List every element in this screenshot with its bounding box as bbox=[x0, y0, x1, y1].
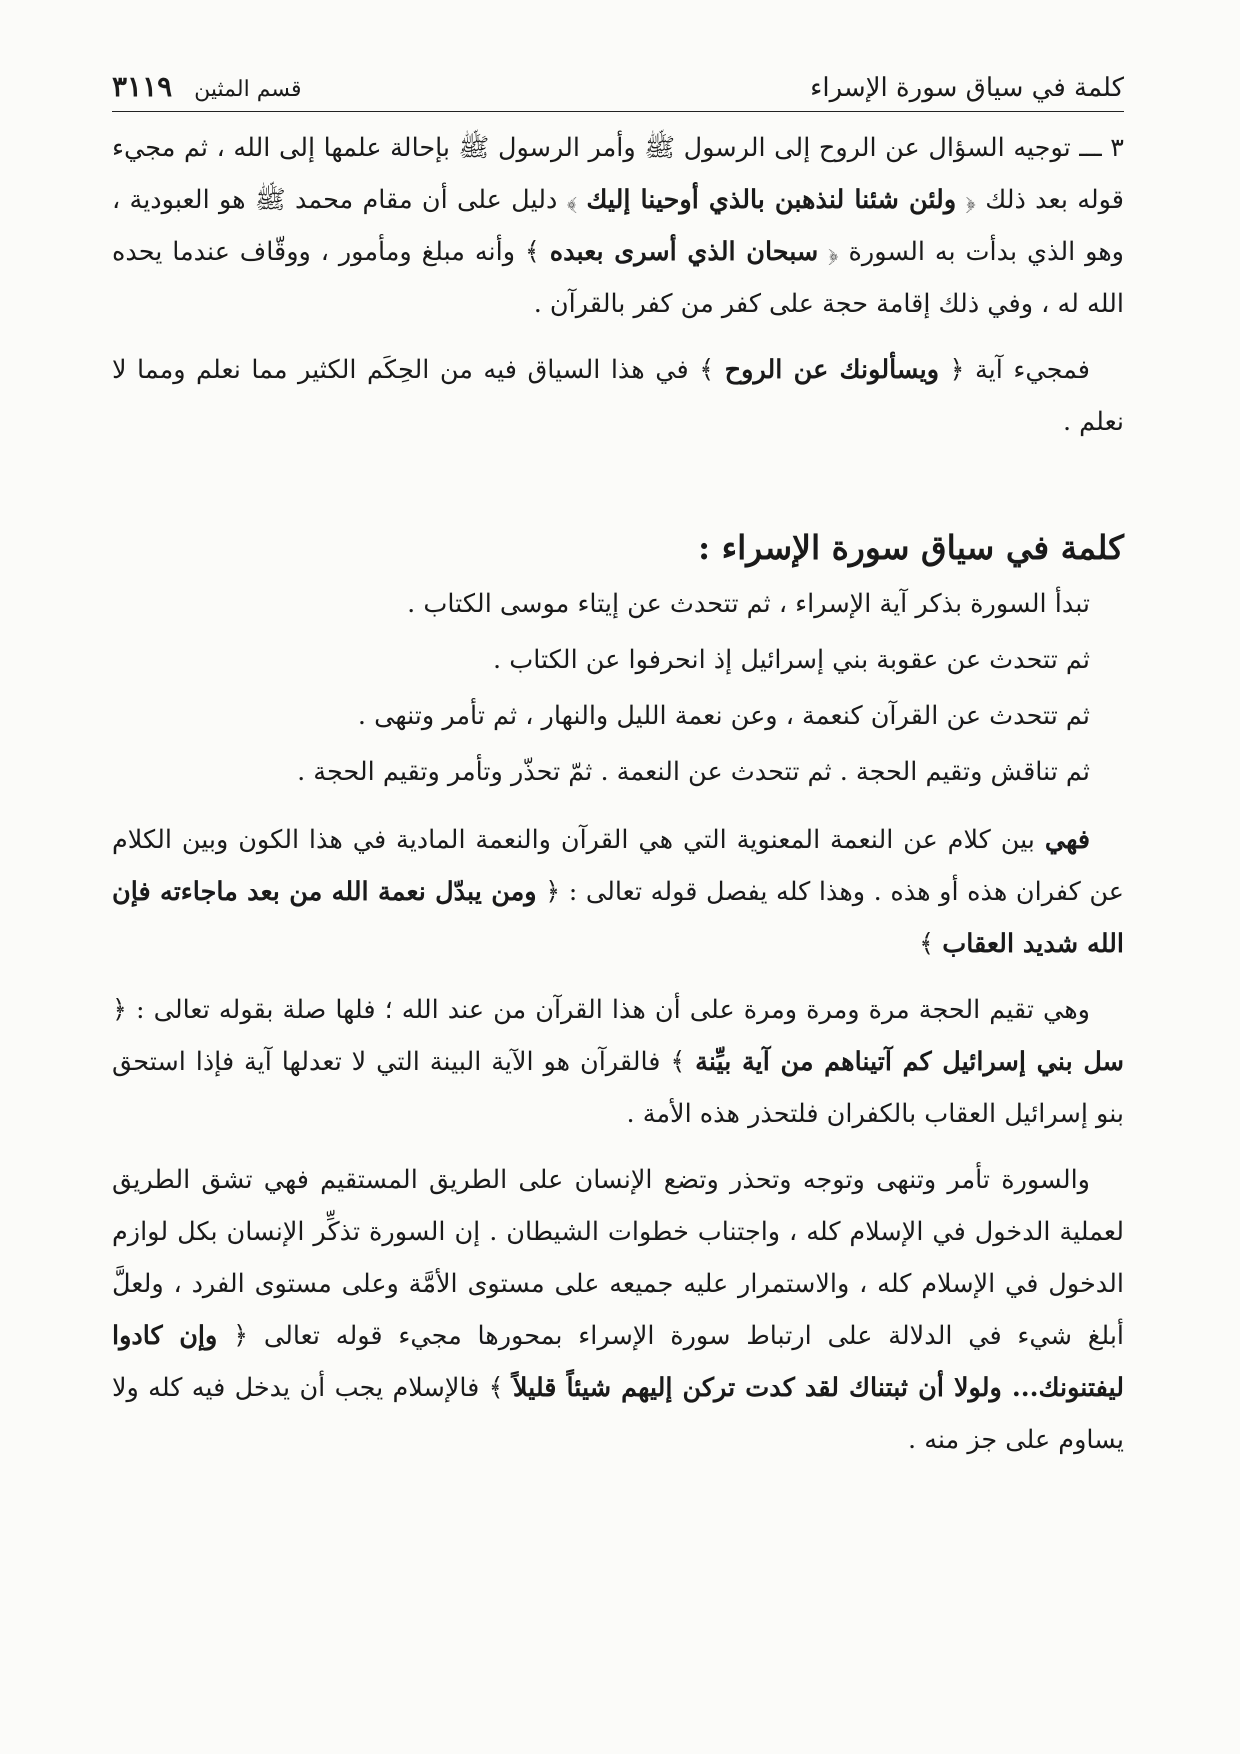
text-run: بين كلام عن النعمة المعنوية التي هي القرآن والنعمة المادية في هذا الكون وبين الكلام عن كفران هذه أو هذه . وهذا كله يفصل قوله تعالى : ﴿ bbox=[112, 825, 1125, 907]
text-run: فمجيء آية ﴿ bbox=[949, 355, 1090, 385]
paragraph-ruh-verse bbox=[112, 344, 1124, 448]
quran-quote: ولئن شئنا لنذهبن بالذي أوحينا إليك bbox=[586, 185, 957, 215]
text-run-bold: فهي bbox=[1044, 825, 1091, 855]
page-content bbox=[112, 70, 1124, 1466]
quran-quote: سبحان الذي أسرى بعبده bbox=[549, 237, 819, 267]
text-run: وهي تقيم الحجة مرة ومرة ومرة على أن هذا القرآن من عند الله ؛ فلها صلة بقوله تعالى : ﴿ bbox=[112, 995, 1090, 1025]
text-run: ﴾ bbox=[919, 929, 935, 959]
running-title: كلمة في سياق سورة الإسراء bbox=[810, 73, 1124, 103]
text-run: ﴾ فالإسلام يجب أن يدخل فيه كله ولا يساوم على جز منه . bbox=[112, 1373, 1124, 1455]
quran-quote: ومن يبدّل نعمة الله من بعد ماجاءته فإن الله شديد العقاب bbox=[112, 877, 1124, 959]
text-run: ﴾ فالقرآن هو الآية البينة التي لا تعدلها آية فإذا استحق بنو إسرائيل العقاب بالكفران فلتحذر هذه الأمة . bbox=[112, 1047, 1124, 1129]
paragraph-point-3 bbox=[112, 122, 1124, 330]
summary-list bbox=[112, 576, 1124, 800]
quran-quote: سل بني إسرائيل كم آتيناهم من آية بيِّنة bbox=[695, 1047, 1125, 1077]
list-item: ثم تتحدث عن عقوبة بني إسرائيل إذ انحرفوا عن الكتاب . bbox=[493, 645, 1090, 675]
text-run: ﴾ وأنه مبلغ ومأمور ، ووقّاف عندما يحده الله له ، وفي ذلك إقامة حجة على كفر من كفر بالقرآن . bbox=[112, 237, 1124, 319]
text-run: ﴾ في هذا السياق فيه من الحِكَم الكثير مما نعلم ومما لا نعلم . bbox=[112, 355, 1124, 437]
paragraph-blessing bbox=[112, 814, 1124, 970]
text-run: ﴾ دليل على أن مقام محمد ﷺ هو العبودية ، وهو الذي بدأت به السورة ﴿ bbox=[112, 185, 1124, 267]
text-run: والسورة تأمر وتنهى وتوجه وتحذر وتضع الإنسان على الطريق المستقيم فهي تشق الطريق لعملية الدخول في الإسلام كله ، واجتناب خطوات الشيطان . إن السورة تذكِّر الإنسان بكل لوازم الدخول في الإسلام كله ، والاستمرار عليه جميعه على مستوى الأمَّة وعلى مستوى الفرد ، ولعلَّ أبلغ شيء في الدلالة على ارتباط سورة الإسراء بمحورها مجيء قوله تعالى ﴿ bbox=[112, 1165, 1125, 1351]
quran-quote: وإن كادوا ليفتنونك... ولولا أن ثبتناك لقد كدت تركن إليهم شيئاً قليلاً bbox=[112, 1321, 1125, 1403]
page-number: ٣١١٩ bbox=[112, 70, 173, 103]
running-header bbox=[112, 70, 1124, 112]
list-item: ثم تتحدث عن القرآن كنعمة ، وعن نعمة الليل والنهار ، ثم تأمر وتنهى . bbox=[357, 701, 1090, 731]
paragraph-proof bbox=[112, 984, 1124, 1140]
list-item: ثم تناقش وتقيم الحجة . ثم تتحدث عن النعمة . ثمّ تحذّر وتأمر وتقيم الحجة . bbox=[297, 757, 1090, 787]
header-left bbox=[112, 70, 302, 103]
list-item: تبدأ السورة بذكر آية الإسراء ، ثم تتحدث عن إيتاء موسى الكتاب . bbox=[407, 589, 1090, 619]
section-heading: كلمة في سياق سورة الإسراء : bbox=[697, 528, 1124, 567]
text-run: ٣ ـــ توجيه السؤال عن الروح إلى الرسول ﷺ وأمر الرسول ﷺ بإحالة علمها إلى الله ، ثم مجيء قوله بعد ذلك ﴿ bbox=[112, 133, 1125, 215]
section-name: قسم المثين bbox=[194, 77, 302, 102]
paragraph-path bbox=[112, 1154, 1124, 1466]
quran-quote: ويسألونك عن الروح bbox=[724, 355, 940, 385]
